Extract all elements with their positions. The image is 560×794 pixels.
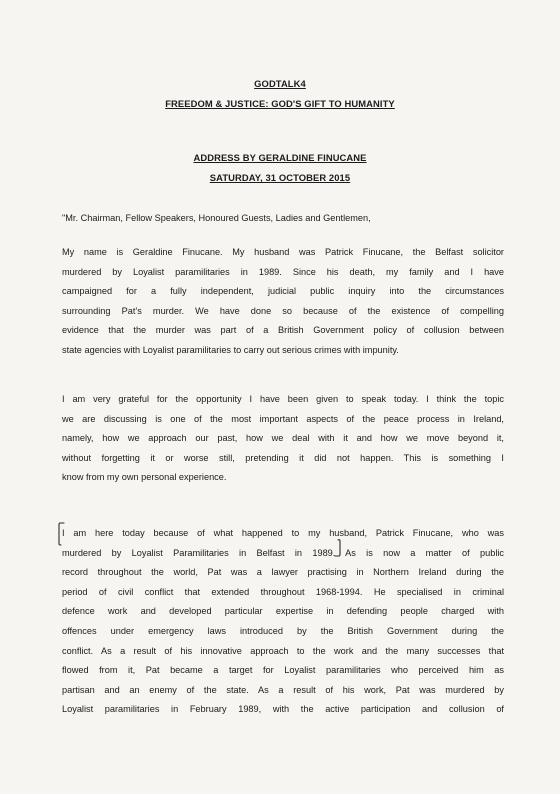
document-subtitle: FREEDOM & JUSTICE: GOD'S GIFT TO HUMANITY [165,98,395,109]
paragraph-line: state agencies with Loyalist paramilitaries to carry out serious crimes with impunity. [62,344,399,355]
paragraph-line: flowed from it, Pat became a target for Loyalist paramilitaries who perceived him as [62,665,504,676]
paragraph-line: namely, how we approach our past, how we deal with it and how we move beyond it, [62,433,504,444]
address-by-title: ADDRESS BY GERALDINE FINUCANE [193,152,367,163]
paragraph-line: I am here today because of what happened to my husband, Patrick Finucane, who was [62,528,504,538]
paragraph-line: conflict. As a result of his innovative approach to the work and the many successes that [62,645,504,656]
paragraph-line: campaigned for a fully independent, judicial public inquiry into the circumstances [62,286,504,297]
paragraph-1 [62,243,504,361]
paragraph-line: know from my own personal experience. [62,472,227,483]
paragraph-line: surrounding Pat’s murder. We have done so because of the existence of compelling [62,305,504,316]
paragraph-line: evidence that the murder was part of a British Government policy of collusion between [62,325,504,336]
paragraph-2 [62,390,504,488]
paragraph-line: without forgetting it or worse still, pretending it did not happen. This is something I [62,452,504,463]
document-header: GODTALK4 [254,78,306,89]
paragraph-line: record throughout the world, Pat was a lawyer practising in Northern Ireland during the [62,567,504,578]
salutation: "Mr. Chairman, Fellow Speakers, Honoured Guests, Ladies and Gentlemen, [62,213,371,223]
address-date: SATURDAY, 31 OCTOBER 2015 [209,172,351,183]
paragraph-line: murdered by Loyalist paramilitaries in 1989. Since his death, my family and I have [62,266,504,277]
paragraph-line: defence work and developed particular expertise in defending people charged with [62,606,504,617]
paragraph-line: offences under emergency laws introduced by the British Government during the [62,625,504,636]
paragraph-line: I am very grateful for the opportunity I have been given to speak today. I think the topic [62,394,504,404]
paragraph-line: murdered by Loyalist Paramilitaries in Belfast in 1989. As is now a matter of public [62,547,504,558]
paragraph-line: My name is Geraldine Finucane. My husband was Patrick Finucane, the Belfast solicitor [62,247,504,257]
paragraph-line: period of civil conflict that extended throughout 1968-1994. He specialised in criminal [62,586,504,597]
paragraph-line: we are discussing is one of the most important aspects of the peace process in Ireland, [62,413,504,424]
paragraph-3 [62,524,504,720]
paragraph-line: Loyalist paramilitaries in February 1989, with the active participation and collusion of [62,704,504,715]
paragraph-line: partisan and an enemy of the state. As a result of his work, Pat was murdered by [62,684,504,695]
